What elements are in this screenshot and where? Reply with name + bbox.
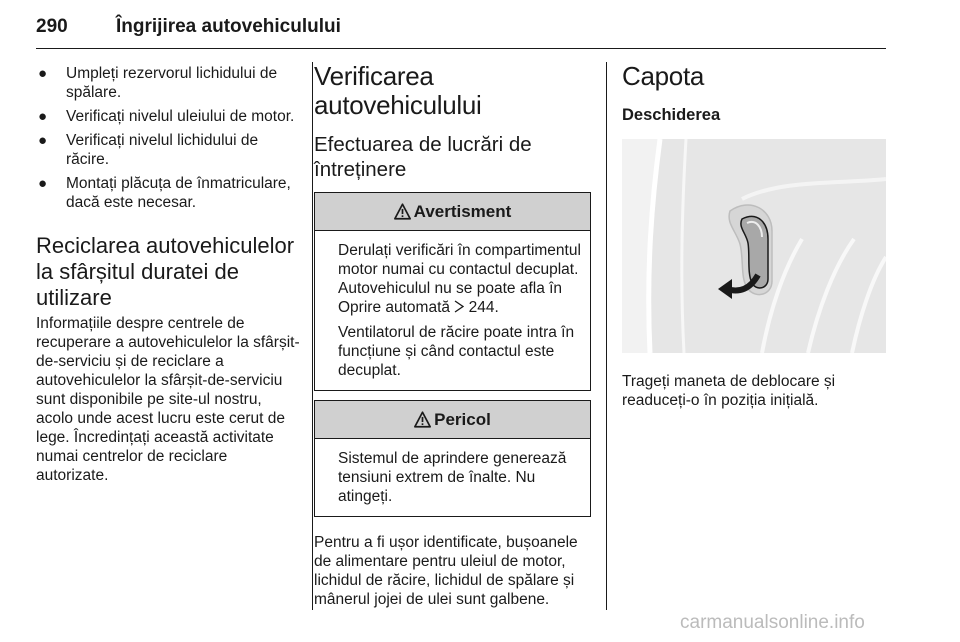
bullet-icon: ● xyxy=(38,108,48,125)
danger-body xyxy=(315,439,590,516)
danger-header xyxy=(315,401,590,439)
list-item: ● Montați plăcuța de înmatriculare, dacă este necesar. xyxy=(38,175,291,211)
watermark: carmanualsonline.info xyxy=(680,612,865,633)
warning-triangle-icon xyxy=(394,203,411,220)
bullet-icon: ● xyxy=(38,175,48,192)
danger-box xyxy=(314,400,591,517)
checklist xyxy=(36,64,300,212)
caps-text: Pentru a fi ușor identificate, bușoanele de alimentare pentru uleiul de motor, lichidul de răcire, lichidul de spălare și mânerul jojei de ulei sunt galbene. xyxy=(314,534,578,608)
list-item: ● Umpleți rezervorul lichidului de spălare. xyxy=(38,65,278,101)
recycling-heading: Reciclarea autovehiculelor la sfârșitul duratei de utilizare xyxy=(36,233,295,310)
page-number: 290 xyxy=(36,16,68,37)
column-divider xyxy=(312,62,313,610)
list-item: ● Verificați nivelul uleiului de motor. xyxy=(38,108,295,125)
middle-column xyxy=(314,62,592,609)
page-reference-icon xyxy=(454,300,464,313)
danger-text: Sistemul de aprindere generează tensiuni extrem de înalte. Nu atingeți. xyxy=(338,450,567,505)
list-item: ● Verificați nivelul lichidului de răcire. xyxy=(38,132,259,168)
bullet-icon: ● xyxy=(38,65,48,82)
hood-release-lever-illustration xyxy=(622,139,886,353)
danger-title: Pericol xyxy=(434,409,491,429)
warning-text: Ventilatorul de răcire poate intra în funcțiune și când contactul este decuplat. xyxy=(338,324,575,379)
section-subheading: Efectuarea de lucrări de întreținere xyxy=(314,133,532,181)
recycling-text: Informațiile despre centrele de recuperare a autovehiculelor la sfârșit-de-serviciu și de reciclare a autovehiculelor la sfârșit-de-serviciu sunt disponibile pe site-ul nostru, acolo unde acest lucru este cerut de lege. Încredințați această activitate numai centrelor de reciclare autorizate. xyxy=(36,315,300,484)
figure-caption: Trageți maneta de deblocare și readuceți-o în poziția inițială. xyxy=(622,373,836,409)
column-divider xyxy=(606,62,607,610)
warning-box xyxy=(314,192,591,391)
section-heading: Capota xyxy=(622,61,705,91)
page-header xyxy=(36,8,886,49)
warning-title: Avertisment xyxy=(413,201,512,221)
section-subheading: Deschiderea xyxy=(622,106,721,124)
right-column xyxy=(622,62,886,410)
page-reference: 244. xyxy=(468,299,499,316)
page-header-title: Îngrijirea autovehiculului xyxy=(116,16,341,37)
section-heading: Verificarea autovehiculului xyxy=(314,61,482,120)
left-column xyxy=(36,62,300,485)
warning-triangle-icon xyxy=(414,411,431,428)
warning-text: Derulați verificări în compartimentul motor numai cu contactul decuplat. Autovehiculul nu se poate afla în Oprire automată 244. xyxy=(338,242,581,316)
warning-body xyxy=(315,231,590,390)
warning-header xyxy=(315,193,590,231)
bullet-icon: ● xyxy=(38,132,48,149)
